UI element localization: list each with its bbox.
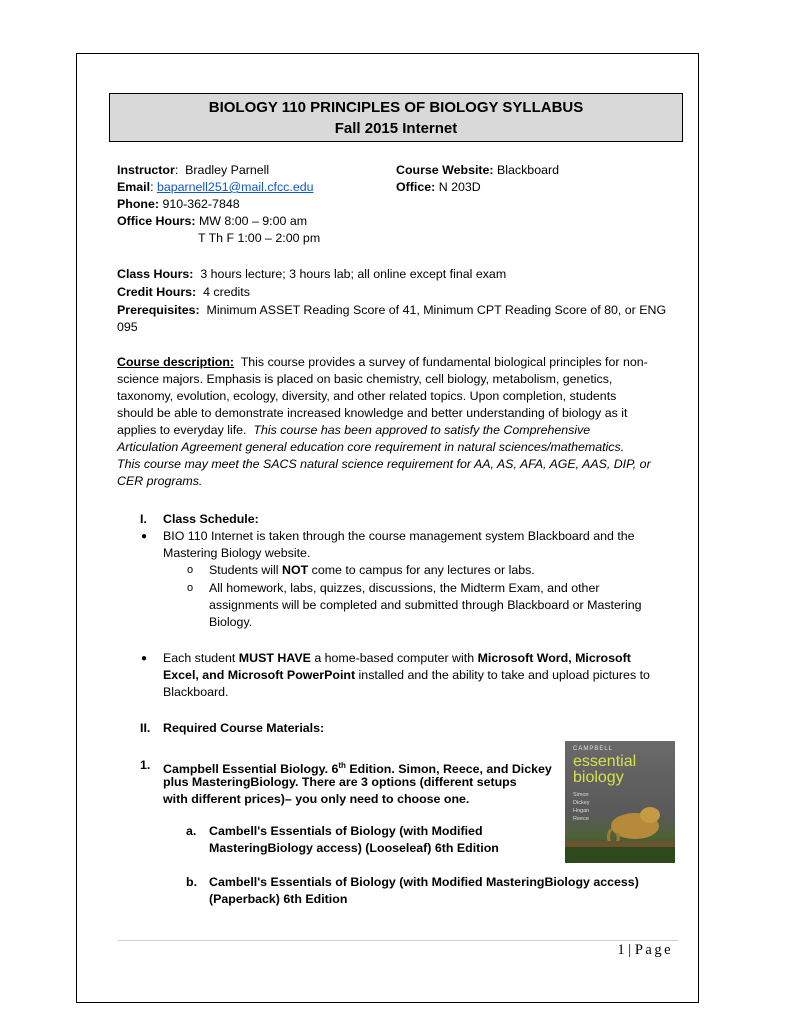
bullet-2-bold-2: Microsoft Word, Microsoft [477,651,631,665]
bullet-icon: ● [141,653,148,664]
sub-bullet-2-line-1: All homework, labs, quizzes, discussions, the Midterm Exam, and other [209,581,600,595]
footer-rule [118,940,678,941]
phone-value: 910-362-7848 [162,197,240,211]
prerequisites-continued: 095 [117,320,138,334]
description-italic-4: CER programs. [117,474,203,488]
section-1-heading: Class Schedule: [163,512,259,526]
sub-bullet-1 [209,562,535,579]
circle-bullet-icon: o [187,564,194,576]
office-hours-label: Office Hours: [117,214,196,228]
bullet-2-line-2-post: installed and the ability to take and upload pictures to [358,668,650,682]
instructor-name: Bradley Parnell [185,163,270,177]
page-label: Page [634,942,673,958]
section-2-heading: Required Course Materials: [163,721,325,735]
credit-hours-label: Credit Hours: [117,285,197,299]
sub-bullet-2-line-3: Biology. [209,615,253,629]
page-footer [617,942,673,959]
book-author: Simon [573,792,589,798]
option-a-line-1: Cambell's Essentials of Biology (with Modified [209,824,483,838]
sub-bullet-1-pre: Students will [209,563,279,577]
phone-label: Phone: [117,197,159,211]
book-author: Reece [573,816,589,822]
page-number: 1 [617,942,625,958]
sub-bullet-2-line-2: assignments will be completed and submitted through Blackboard or Mastering [209,598,642,612]
item-1-edition: Edition. Simon, Reece, and Dickey [349,762,552,777]
item-1-line-2: plus MasteringBiology. There are 3 options (different setups [163,775,517,789]
syllabus-title: BIOLOGY 110 PRINCIPLES OF BIOLOGY SYLLABUS [208,99,584,116]
bullet-2-line-2 [163,667,650,684]
section-2-numeral: II. [140,721,151,735]
book-author: Hogan [573,808,590,814]
office-hours-1: MW 8:00 – 9:00 am [198,214,308,228]
instructor-label: Instructor [117,163,175,177]
description-italic-2: Articulation Agreement general education core requirement in natural sciences/mathematics. [117,440,625,454]
item-1-title: Campbell Essential Biology. 6 [163,762,339,777]
bullet-1-line-2: Mastering Biology website. [163,546,311,560]
class-hours-line [117,266,506,283]
item-1-superscript: th [338,761,346,770]
book-brand: CAMPBELL [573,746,614,752]
description-line-1 [117,354,648,371]
description-label: Course description: [117,355,235,369]
option-a-letter: a. [186,824,197,838]
textbook-cover-image [565,741,675,863]
item-1-number: 1. [140,758,151,772]
bullet-2-line-1 [163,650,631,667]
bullet-2-mid: a home-based computer with [314,651,475,665]
sub-bullet-1-post: come to campus for any lectures or labs. [311,563,535,577]
class-hours-value: 3 hours lecture; 3 hours lab; all online except final exam [200,267,507,281]
credit-hours-value: 4 credits [203,285,250,299]
bullet-2-line-2-bold: Excel, and Microsoft PowerPoint [163,668,356,682]
syllabus-title-box [109,93,683,142]
course-website-value: Blackboard [497,163,559,177]
bullet-2-bold-1: MUST HAVE [238,651,311,665]
credit-hours-line [117,284,250,301]
option-b-line-1: Cambell's Essentials of Biology (with Modified MasteringBiology access) [209,875,639,889]
page-separator: | [628,942,632,958]
item-1-line-3: with different prices)– you only need to choose one. [163,792,470,806]
bullet-1-line-1: BIO 110 Internet is taken through the course management system Blackboard and the [163,529,635,543]
prerequisites-value: Minimum ASSET Reading Score of 41, Minimum CPT Reading Score of 80, or ENG [206,303,667,317]
bullet-icon: ● [141,531,148,542]
book-title-1: essential [573,753,637,770]
course-website-line [396,162,559,179]
course-website-label: Course Website: [396,163,494,177]
book-title-2: biology [573,769,624,786]
description-text-5: applies to everyday life. [117,423,247,437]
syllabus-term: Fall 2015 Internet [334,120,458,137]
email-label: Email [117,180,151,194]
book-author: Dickey [573,800,590,806]
section-1-numeral: I. [140,512,147,526]
instructor-line: Instructor: Bradley Parnell [117,163,270,177]
office-hours-2: T Th F 1:00 – 2:00 pm [198,231,321,245]
prerequisites-label: Prerequisites: [117,303,200,317]
option-b-line-2: (Paperback) 6th Edition [209,892,348,906]
description-line-5 [117,422,590,439]
office-value: N 203D [438,180,481,194]
phone-line [117,196,240,213]
description-text-2: science majors. Emphasis is placed on basic chemistry, cell biology, metabolism, genetics, [117,372,613,386]
prerequisites-line [117,302,666,319]
chameleon-illustration [565,741,675,863]
circle-bullet-icon: o [187,582,194,594]
office-line [396,179,481,196]
email-link[interactable]: baparnell251@mail.cfcc.edu [156,180,314,194]
bullet-2-line-3: Blackboard. [163,685,229,699]
description-text-4: should be able to demonstrate increased knowledge and better understanding of biology as it [117,406,628,420]
email-line: Email: baparnell251@mail.cfcc.edu [117,180,314,194]
option-a-line-2: MasteringBiology access) (Looseleaf) 6th Edition [209,841,499,855]
description-italic-1: This course has been approved to satisfy the Comprehensive [253,423,591,437]
bullet-2-pre: Each student [163,651,236,665]
office-label: Office: [396,180,436,194]
class-hours-label: Class Hours: [117,267,194,281]
description-text-3: taxonomy, evolution, ecology, diversity, and other related topics. Upon completion, students [117,389,617,403]
option-b-letter: b. [186,875,198,889]
office-hours-line [117,213,307,230]
sub-bullet-1-bold: NOT [282,563,309,577]
description-text-1: This course provides a survey of fundamental biological principles for non- [240,355,648,369]
description-italic-3: This course may meet the SACS natural science requirement for AA, AS, AFA, AGE, AAS, DIP, or [117,457,651,471]
